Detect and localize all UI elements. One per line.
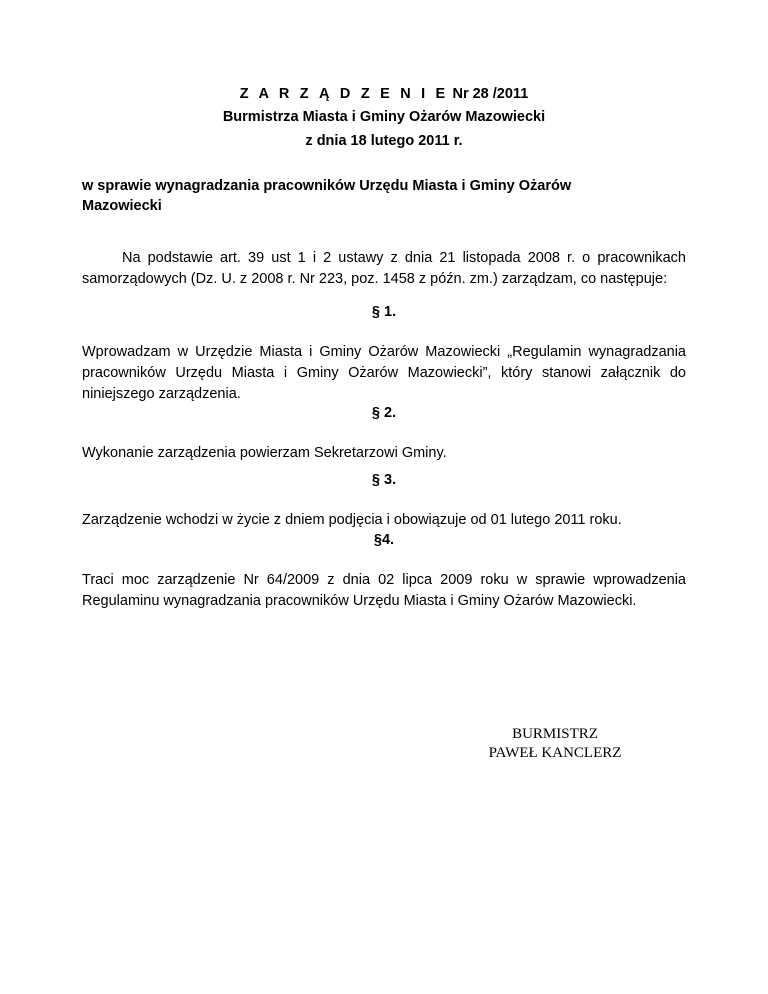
issuer-line: Burmistrza Miasta i Gminy Ożarów Mazowiecki (222, 109, 546, 125)
document-title (0, 85, 768, 103)
signature-name: PAWEŁ KANCLERZ (488, 745, 622, 761)
title-word: Z A R Z Ą D Z E N I E (239, 86, 449, 102)
section-4-heading: §4. (373, 532, 395, 548)
section-2-text: Wykonanie zarządzenia powierzam Sekretarzowi Gminy. (82, 445, 447, 461)
section-3-text: Zarządzenie wchodzi w życie z dniem podjęcia i obowiązuje od 01 lutego 2011 roku. (82, 512, 622, 528)
section-2-heading: § 2. (371, 405, 397, 421)
title-number: Nr 28 /2011 (452, 86, 529, 102)
section-1-heading: § 1. (371, 304, 397, 320)
legal-basis-paragraph: Na podstawie art. 39 ust 1 i 2 ustawy z dnia 21 listopada 2008 r. o pracownikach samorządowych (Dz. U. z 2008 r. Nr 223, poz. 1458 z późn. zm.) zarządzam, co następuje: (82, 250, 686, 287)
subject-line: w sprawie wynagradzania pracowników Urzędu Miasta i Gminy Ożarów Mazowiecki (82, 178, 572, 214)
section-3-heading: § 3. (371, 472, 397, 488)
section-4-text: Traci moc zarządzenie Nr 64/2009 z dnia 02 lipca 2009 roku w sprawie wprowadzenia Regulaminu wynagradzania pracowników Urzędu Miasta i Gminy Ożarów Mazowiecki. (82, 572, 686, 609)
signature-role: BURMISTRZ (512, 726, 598, 742)
date-line: z dnia 18 lutego 2011 r. (305, 133, 463, 149)
section-1-text: Wprowadzam w Urzędzie Miasta i Gminy Ożarów Mazowiecki „Regulamin wynagradzania pracowników Urzędu Miasta i Gminy Ożarów Mazowiecki”, który stanowi załącznik do niniejszego zarządzenia. (82, 344, 686, 402)
